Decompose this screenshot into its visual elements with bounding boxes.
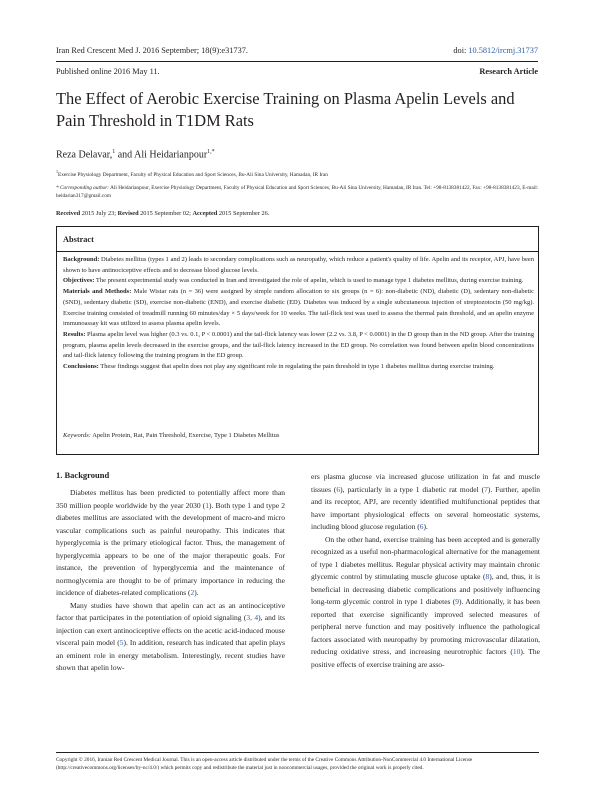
revised-label: Revised (117, 210, 139, 217)
author-name: Reza Delavar, (56, 149, 113, 161)
paragraph-text: ers plasma glucose via increased glucose utilization in fat and muscle tissues ( (311, 472, 540, 494)
abstract-conclusions (63, 362, 534, 373)
citation-link[interactable]: 2 (190, 588, 195, 597)
paragraph-text: Many studies have shown that apelin can act as an antinociceptive factor that participates in the potentiation of opioid signaling ( (56, 600, 285, 622)
article-type: Research Article (479, 67, 538, 76)
received-label: Received (56, 210, 81, 217)
abstract-box (56, 226, 539, 455)
abstract-methods (63, 287, 534, 330)
corresponding-author (56, 184, 541, 200)
doi-link[interactable]: 10.5812/ircmj.31737 (468, 46, 538, 55)
methods-label: Materials and Methods: (63, 288, 132, 296)
abstract-body (63, 255, 534, 373)
paragraph-text: ), particularly in a type 1 diabetic rat model ( (340, 484, 485, 494)
abstract-objectives (63, 276, 534, 287)
paragraph-text: ), and its injection can exert antinociceptive effects on the acetic acid-induced mouse visceral pain model ( (56, 613, 285, 647)
header-divider (56, 61, 538, 62)
keywords-text: Apelin Protein, Rat, Pain Threshold, Exercise, Type 1 Diabetes Mellitus (90, 432, 280, 439)
citation-link[interactable]: 9 (455, 597, 460, 606)
accepted-label: Accepted (192, 210, 218, 217)
paragraph-text: ). Both type 1 and type 2 diabetes mellitus are associated with the development of macro-and micro vascular complications such as painful neuropathy. This indicates that hyperglycemia is the primary etiological factor. Thus, the management of hyperglycemia appears to be one of the major therapeutic goals. For instance, the prevention of hyperglycemia and the maintenance of normoglycemia are thought to be of primary importance in reducing the incidence of diabetes-related complications ( (56, 500, 285, 597)
author-separator: and (115, 149, 135, 161)
paragraph-text: ), and, thus, it is beneficial in decreasing diabetic complications and positively influencing long-term glycemic control in type 1 diabetes ( (311, 572, 541, 606)
paragraph (311, 534, 540, 672)
paragraph-text: On the other hand, exercise training has been accepted and is generally recognized as a useful non-pharmacological alternative for the management of type 1 diabetes mellitus. Regular physical activity may maintain chronic glycemic control by stimulating muscle glucose uptake ( (311, 534, 540, 581)
objectives-label: Objectives: (63, 277, 95, 285)
paragraph-text: ). Further, apelin and its receptor, APJ, are recently identified multifunctional peptides that have important physiological effects on several homeostatic systems, including blood glucose regulation ( (311, 484, 541, 531)
methods-text: Male Wistar rats (n = 36) were assigned by simple random allocation to six groups (n = 6): non-diabetic (ND), diabetic (D), sedentary non-diabetic (SND), sedentary diabetic (SD), exercise non-diabetic (END), and exercise diabetic (ED). Diabetes was induced by a single subcutaneous injection of streptozotocin (50 mg/kg). Exercise training consisted of treadmill running 60 minutes/day × 5 days/week for 10 weeks. The tail-flick test was used to assess the thermal pain threshold, and an apelin enzyme immunoassay kit was utilized to assess plasma apelin levels. (63, 288, 534, 328)
citation-link[interactable]: 10 (512, 647, 521, 656)
results-label: Results: (63, 330, 86, 338)
keywords-label: Keywords: (63, 432, 91, 439)
abstract-heading: Abstract (63, 235, 94, 244)
conclusions-label: Conclusions: (63, 363, 99, 371)
footer-divider (56, 752, 539, 753)
results-text: Plasma apelin level was higher (0.3 vs. 0.1, P < 0.0001) and the tail-flick latency was lower (2.2 vs. 3.8, P < 0.0001) in the D group than in the ND group. After the training program, plasma apelin levels decreased in the exercise groups, and the tail-flick latency increased in the ED group. No correlation was found between apelin blood concentrations and tail-flick latency following the training program in the ED group. (63, 330, 534, 360)
paragraph (56, 600, 285, 675)
citation-link[interactable]: 6 (336, 484, 341, 494)
keywords (63, 432, 279, 439)
corresponding-text: Ali Heidarianpour, Exercise Physiology Department, Faculty of Physical Education and Sport Sciences, Bu-Ali Sina University, Hamadan, IR Iran. Tel: +98-8138381422, Fax: +98-8138381423, E-mail: heidarian317@gmail.com (56, 185, 539, 199)
paragraph-text: ). Additionally, it has been reported that exercise significantly improved selected measures of peripheral nerve function and may positively influence the pathological factors associated with neuropathy by promoting microvascular dilatation, reducing oxidative stress, and increasing neurotrophic factors ( (311, 597, 540, 656)
doi (453, 46, 538, 55)
paragraph-text: ). (194, 588, 199, 597)
affiliation (56, 168, 541, 179)
doi-label: doi: (453, 46, 467, 55)
received-date: 2015 July 23; (80, 210, 118, 217)
accepted-date: 2015 September 26. (217, 210, 270, 217)
citation-link[interactable]: 6 (419, 522, 424, 531)
author-affiliation-mark: 1,* (207, 149, 215, 155)
paragraph (56, 487, 285, 600)
author-affiliation-mark: 1 (112, 149, 116, 155)
copyright-notice: Copyright © 2016, Iranian Red Crescent Medical Journal. This is an open-access article distributed under the terms of the Creative Commons Attribution-NonCommercial 4.0 International License (http://creativecommons.org/licenses/by-nc/4.0/) which permits copy and redistribute the material just in noncommercial usages, provided the original work is properly cited. (56, 757, 473, 771)
objectives-text: The present experimental study was conducted in Iran and investigated the role of apelin, which is used to manage type 1 diabetes mellitus, during exercise training. (94, 277, 524, 285)
background-text: Diabetes mellitus (types 1 and 2) leads to secondary complications such as neuropathy, which reduce a patient's quality of life. Apelin and its receptor, APJ, have been shown to have antinociceptive effects and to decrease blood glucose levels. (63, 256, 534, 274)
body-column-left (56, 487, 285, 675)
citation-link[interactable]: 7 (484, 484, 488, 494)
abstract-divider (57, 251, 538, 252)
paragraph-text: Diabetes mellitus has been predicted to potentially affect more than 350 million people worldwide by the year 2030 ( (56, 488, 285, 510)
paragraph-text: ). The positive effects of exercise training are asso- (311, 647, 540, 669)
body-column-right (311, 471, 540, 671)
article-title: The Effect of Aerobic Exercise Training on Plasma Apelin Levels and Pain Threshold in T1DM Rats (56, 89, 515, 130)
journal-citation: Iran Red Crescent Med J. 2016 September; 18(9):e31737. (56, 46, 248, 55)
section-heading: 1. Background (56, 470, 110, 480)
citation-link[interactable]: 5 (119, 638, 124, 647)
citation-link[interactable]: 1 (205, 500, 209, 510)
paragraph (311, 471, 540, 534)
abstract-background (63, 255, 534, 276)
author-list (56, 149, 215, 160)
citation-link[interactable]: 8 (485, 572, 490, 581)
conclusions-text: These findings suggest that apelin does not play any significant role in regulating the pain threshold in type 1 diabetes mellitus during exercise training. (98, 363, 495, 371)
author-name: Ali Heidarianpour (134, 149, 208, 161)
corresponding-label: * Corresponding author: (56, 185, 110, 191)
published-date: Published online 2016 May 11. (56, 67, 160, 76)
abstract-results (63, 330, 534, 362)
background-label: Background: (63, 256, 100, 263)
revised-date: 2015 September 02; (138, 210, 193, 217)
paragraph-text: ). (423, 522, 428, 531)
affiliation-text: Exercise Physiology Department, Faculty of Physical Education and Sport Sciences, Bu-Ali Sina University, Hamadan, IR Iran (58, 171, 328, 178)
article-dates (56, 210, 269, 217)
paragraph-text: ). In addition, research has indicated that apelin plays an eminent role in energy metabolism. Interestingly, recent studies have shown that apelin low- (56, 638, 285, 672)
affiliation-mark: 1 (56, 169, 58, 174)
citation-link[interactable]: 3, 4 (246, 613, 259, 622)
